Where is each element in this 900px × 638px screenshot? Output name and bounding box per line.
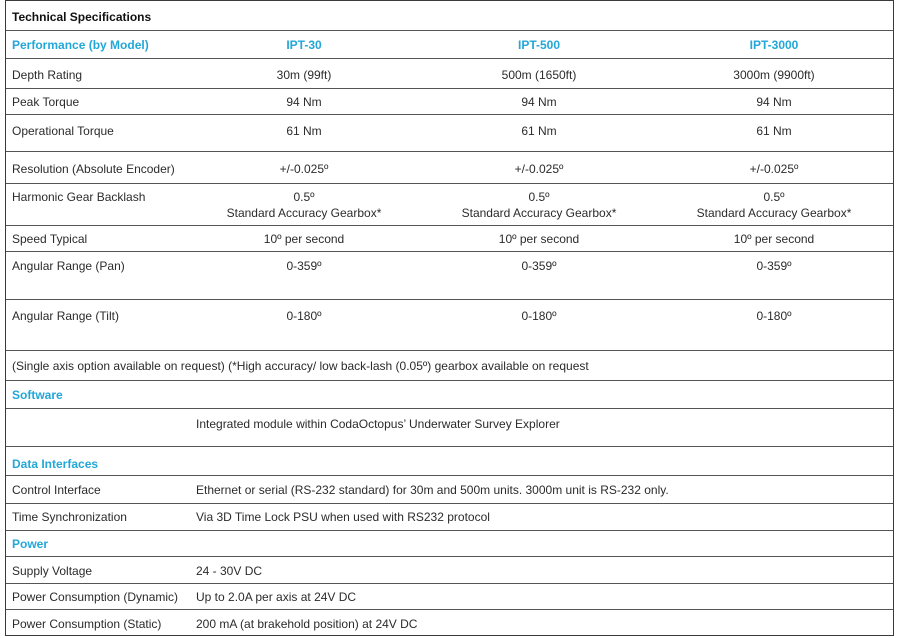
- value-ipt-3000: 94 Nm: [756, 95, 792, 109]
- value-ipt-500: 94 Nm: [521, 95, 557, 109]
- value-ipt-30: 0-359º: [286, 259, 322, 273]
- value-ipt-30: 10º per second: [263, 232, 345, 246]
- value-ipt-3000: 3000m (9900ft): [733, 68, 815, 82]
- value-ipt-30: 0.5º: [293, 190, 315, 204]
- model-ipt-500: IPT-500: [517, 38, 561, 52]
- row-label: Power Consumption (Dynamic): [12, 590, 179, 604]
- row-label: Harmonic Gear Backlash: [12, 190, 146, 204]
- row-label: Peak Torque: [12, 95, 80, 109]
- row-value: Up to 2.0A per axis at 24V DC: [196, 590, 357, 604]
- value-ipt-500: 0.5º: [528, 190, 550, 204]
- data-interfaces-header: Data Interfaces: [12, 457, 99, 471]
- row-label: Time Synchronization: [12, 510, 127, 524]
- row-label: Operational Torque: [12, 124, 114, 138]
- row-power-dynamic: [6, 584, 893, 610]
- data-interfaces-header-row: [6, 447, 893, 476]
- value-ipt-3000: 10º per second: [733, 232, 815, 246]
- value-ipt-3000: +/-0.025º: [749, 162, 799, 176]
- software-header-row: [6, 381, 893, 409]
- row-label: Angular Range (Pan): [12, 259, 125, 273]
- power-header: Power: [12, 537, 49, 551]
- row-label: Angular Range (Tilt): [12, 309, 119, 323]
- footnote: (Single axis option available on request) (*High accuracy/ low back-lash (0.05º) gearbox available on request: [12, 359, 589, 373]
- value-ipt-30: 0-180º: [286, 309, 322, 323]
- row-value: Via 3D Time Lock PSU when used with RS232 protocol: [196, 510, 490, 524]
- software-description: Integrated module within CodaOctopus’ Underwater Survey Explorer: [196, 417, 560, 431]
- value-ipt-3000: 0-180º: [756, 309, 792, 323]
- gearbox-note-ipt-500: Standard Accuracy Gearbox*: [461, 206, 617, 220]
- spec-table: [5, 0, 894, 636]
- value-ipt-3000: 0.5º: [763, 190, 785, 204]
- value-ipt-30: 61 Nm: [286, 124, 322, 138]
- row-label: Control Interface: [12, 483, 101, 497]
- row-label: Depth Rating: [12, 68, 83, 82]
- row-label: Resolution (Absolute Encoder): [12, 162, 175, 176]
- row-depth-rating: [6, 59, 893, 89]
- gearbox-note-ipt-3000: Standard Accuracy Gearbox*: [696, 206, 852, 220]
- row-control-interface: [6, 476, 893, 504]
- table-title: Technical Specifications: [12, 10, 152, 24]
- title-row: [6, 1, 893, 31]
- value-ipt-500: 0-180º: [521, 309, 557, 323]
- row-speed-typical: [6, 226, 893, 252]
- row-performance-note: [6, 351, 893, 381]
- row-label: Power Consumption (Static): [12, 617, 162, 631]
- model-ipt-3000: IPT-3000: [749, 38, 799, 52]
- row-resolution: [6, 152, 893, 184]
- model-ipt-30: IPT-30: [286, 38, 322, 52]
- value-ipt-500: 0-359º: [521, 259, 557, 273]
- software-header: Software: [12, 388, 63, 402]
- row-label: Supply Voltage: [12, 564, 93, 578]
- row-time-synchronization: [6, 504, 893, 531]
- row-power-static: [6, 610, 893, 636]
- row-peak-torque: [6, 89, 893, 115]
- value-ipt-500: 500m (1650ft): [501, 68, 577, 82]
- row-angular-range-pan: [6, 252, 893, 300]
- power-header-row: [6, 531, 893, 557]
- row-angular-range-tilt: [6, 300, 893, 351]
- row-value: Ethernet or serial (RS-232 standard) for 30m and 500m units. 3000m unit is RS-232 only.: [196, 483, 669, 497]
- gearbox-note-ipt-30: Standard Accuracy Gearbox*: [226, 206, 382, 220]
- row-software: [6, 409, 893, 447]
- value-ipt-500: 10º per second: [498, 232, 580, 246]
- row-harmonic-gear-backlash: [6, 184, 893, 226]
- row-operational-torque: [6, 115, 893, 152]
- value-ipt-500: 61 Nm: [521, 124, 557, 138]
- row-value: 24 - 30V DC: [196, 564, 263, 578]
- performance-header-row: [6, 31, 893, 59]
- performance-header: Performance (by Model): [12, 38, 149, 52]
- value-ipt-30: 94 Nm: [286, 95, 322, 109]
- value-ipt-500: +/-0.025º: [514, 162, 564, 176]
- value-ipt-3000: 0-359º: [756, 259, 792, 273]
- row-value: 200 mA (at brakehold position) at 24V DC: [196, 617, 418, 631]
- row-supply-voltage: [6, 557, 893, 584]
- row-label: Speed Typical: [12, 232, 88, 246]
- value-ipt-30: +/-0.025º: [279, 162, 329, 176]
- value-ipt-3000: 61 Nm: [756, 124, 792, 138]
- value-ipt-30: 30m (99ft): [276, 68, 332, 82]
